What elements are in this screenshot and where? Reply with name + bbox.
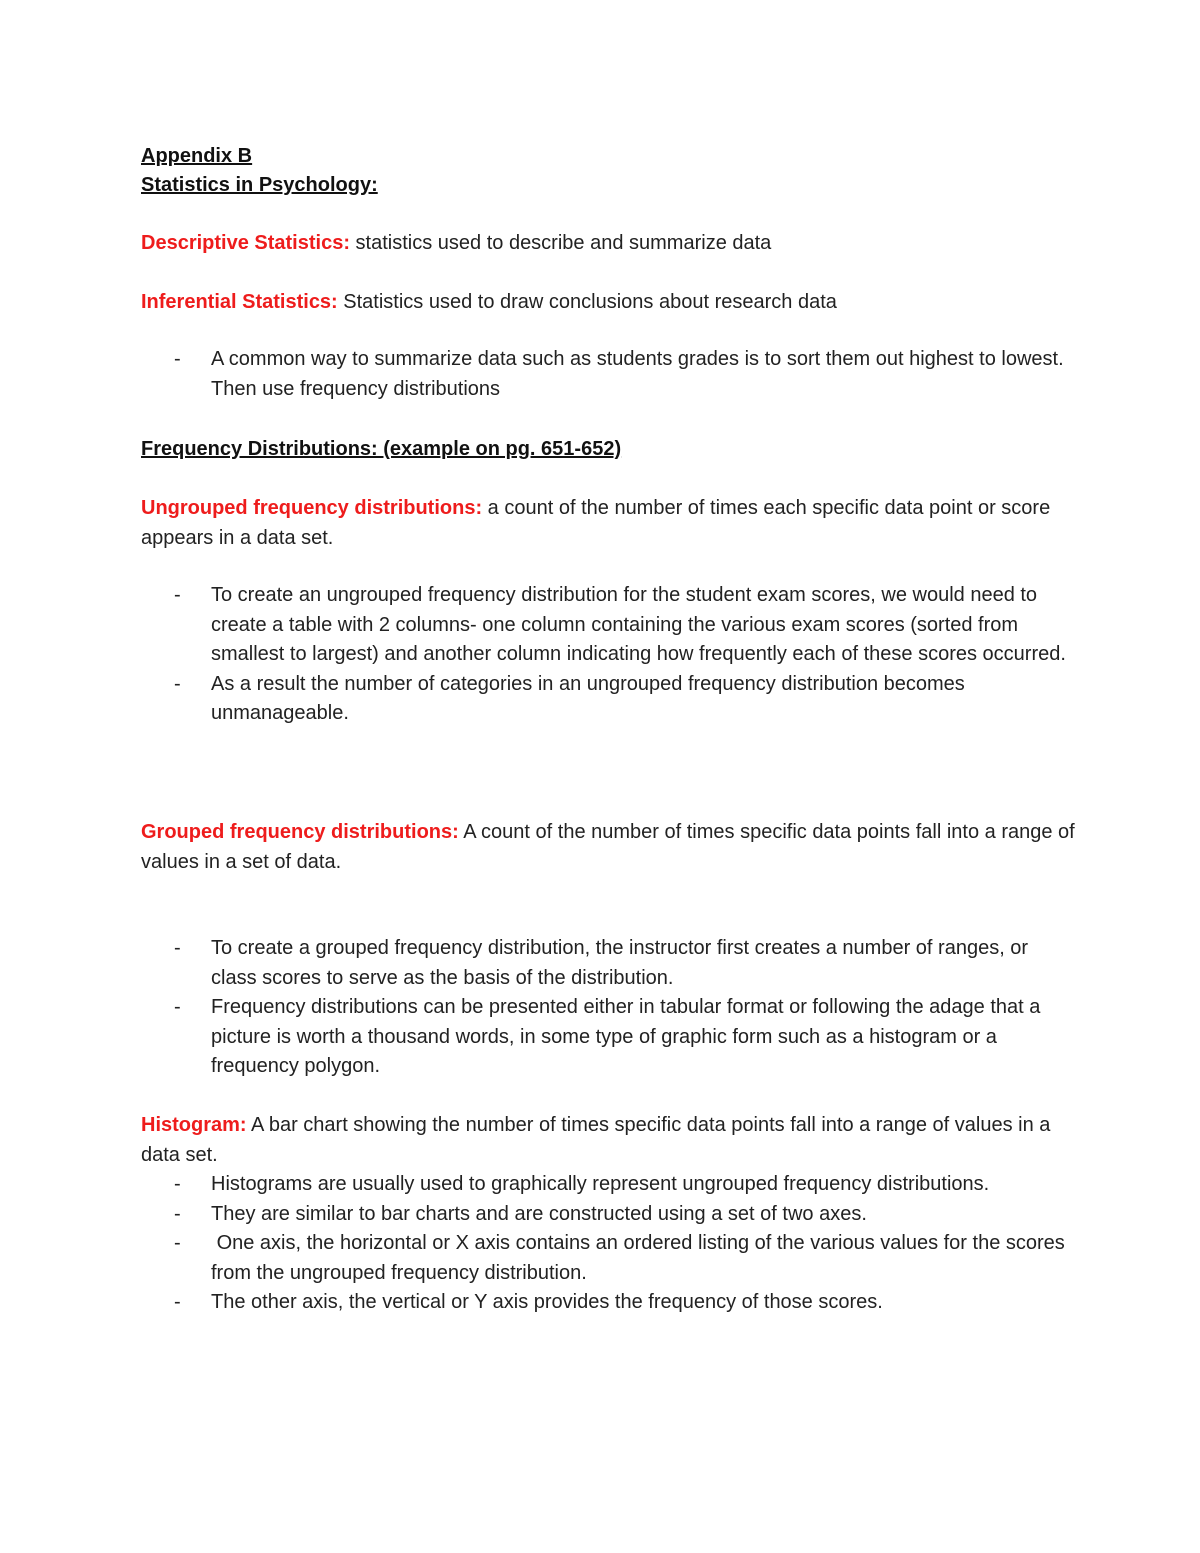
bullet-dash: - [174, 1202, 181, 1225]
ungrouped-text: a count of the number of times each specific data point or score appears in a data set. [141, 497, 1051, 549]
inferential-statistics-term: Inferential Statistics: [141, 291, 338, 313]
grouped-definition [141, 817, 1076, 877]
list-item: - Frequency distributions can be presented either in tabular format or following the adage that a picture is worth a thousand words, in some type of graphic form such as a histogram or a frequency polygon. [141, 993, 1076, 1082]
list-item: - The other axis, the vertical or Y axis provides the frequency of those scores. [141, 1288, 1076, 1318]
bullet-dash: - [174, 1173, 181, 1195]
bullet-dash: - [174, 1232, 181, 1254]
list-item: - To create an ungrouped frequency distribution for the student exam scores, we would need to create a table with 2 columns- one column containing the various exam scores (sorted from smallest to largest) and another column indicating how frequently each of these scores occurred. [141, 581, 1076, 670]
histogram-definition [141, 1110, 1076, 1170]
ungrouped-bullet-list [141, 581, 1076, 729]
inferential-bullet-list [141, 345, 1076, 404]
list-item: - A common way to summarize data such as students grades is to sort them out highest to lowest. Then use frequency distributions [141, 345, 1076, 404]
list-item: - Histograms are usually used to graphically represent ungrouped frequency distributions. [141, 1170, 1076, 1200]
list-item: - As a result the number of categories in an ungrouped frequency distribution becomes unmanageable. [141, 670, 1076, 729]
list-item: - One axis, the horizontal or X axis contains an ordered listing of the various values for the scores from the ungrouped frequency distribution. [141, 1229, 1076, 1288]
bullet-dash: - [174, 996, 181, 1018]
descriptive-statistics-text: statistics used to describe and summarize data [349, 232, 772, 254]
ungrouped-term: Ungrouped frequency distributions: [141, 497, 483, 519]
bullet-dash: - [174, 584, 181, 606]
bullet-dash: - [174, 937, 181, 959]
ungrouped-definition [141, 493, 1076, 553]
list-item: - To create a grouped frequency distribution, the instructor first creates a number of ranges, or class scores to serve as the basis of the distribution. [141, 934, 1076, 993]
inferential-statistics-text: Statistics used to draw conclusions about research data [337, 291, 837, 313]
histogram-bullet-list [141, 1170, 1076, 1318]
section-title: Statistics in Psychology: [141, 174, 378, 196]
bullet-dash: - [174, 348, 181, 370]
grouped-text: A count of the number of times specific data points fall into a range of values in a set of data. [141, 821, 1075, 873]
descriptive-statistics-definition [141, 228, 1076, 258]
grouped-term: Grouped frequency distributions: [141, 821, 459, 843]
inferential-statistics-definition [141, 287, 1076, 317]
bullet-dash: - [174, 1291, 181, 1313]
histogram-text: A bar chart showing the number of times specific data points fall into a range of values in a data set. [141, 1114, 1051, 1166]
bullet-dash: - [174, 672, 181, 695]
list-item: - They are similar to bar charts and are constructed using a set of two axes. [141, 1200, 1076, 1230]
grouped-bullet-list [141, 934, 1076, 1082]
histogram-term: Histogram: [141, 1114, 247, 1136]
frequency-distributions-heading: Frequency Distributions: (example on pg. 651-652) [141, 438, 622, 460]
descriptive-statistics-term: Descriptive Statistics: [141, 232, 350, 254]
appendix-title: Appendix B [141, 145, 253, 167]
